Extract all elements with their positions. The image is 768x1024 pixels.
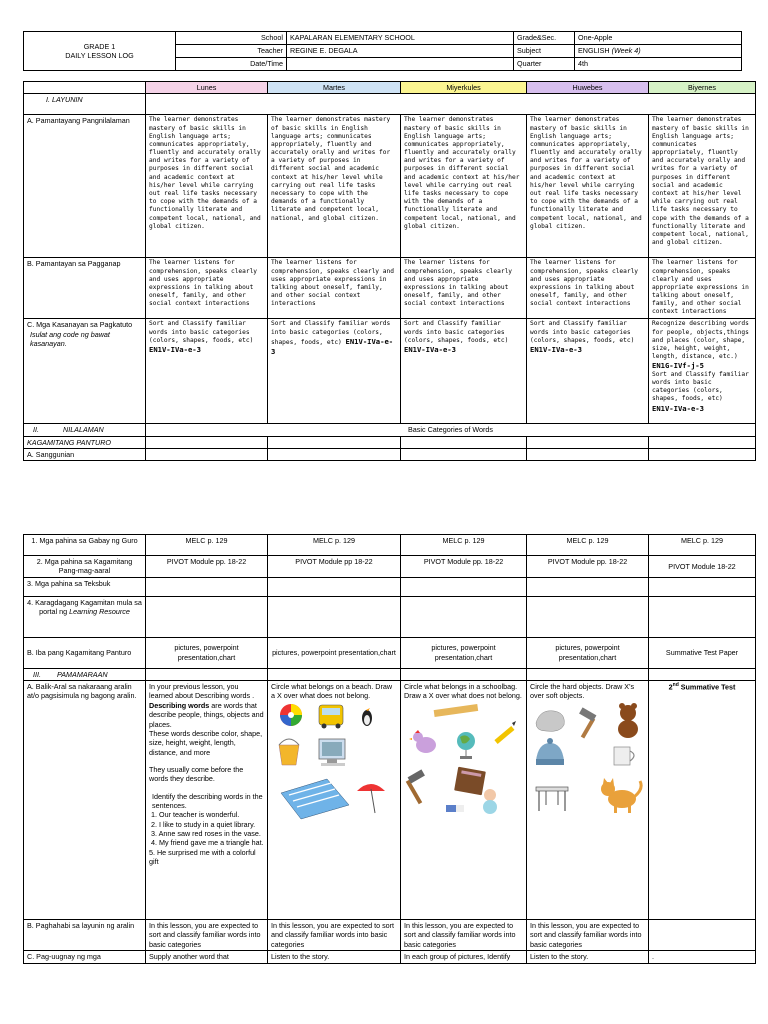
empty-cell [527, 449, 649, 461]
review-label: A. Balik-Aral sa nakaraang aralin at/o pagsisimula ng bagong aralin. [24, 681, 146, 920]
connection-lunes: Supply another word that [146, 951, 268, 963]
log-title: DAILY LESSON LOG [65, 51, 134, 60]
empty-cell [527, 668, 649, 680]
objective-huwebes: In this lesson, you are expected to sort and classify familiar words into basic categories [527, 920, 649, 951]
schoolbag-items-illustration [404, 701, 527, 817]
performance-standard-martes: The learner listens for comprehension, speaks clearly and uses appropriate expressions in talking about oneself, family, and other social context interactions [268, 258, 401, 319]
ruler-icon [434, 704, 479, 717]
empty-cell [649, 577, 756, 596]
competency-label-cell [24, 319, 146, 424]
color-wheel-icon [280, 704, 302, 726]
review-lunes [146, 681, 268, 920]
review-paragraph-4: Identify the describing words in the sentences. [152, 791, 263, 811]
day-header-martes: Martes [268, 82, 401, 94]
summative-number: 2 [668, 682, 673, 692]
beach-instruction: Circle what belongs on a beach. Draw a X over what does not belong. [271, 682, 393, 701]
corner-cell [24, 82, 146, 94]
empty-cell [268, 668, 401, 680]
beach-towel-icon [281, 779, 349, 819]
review-item: 4. My friend gave me a triangle hat. [151, 838, 264, 848]
empty-cell [146, 596, 268, 637]
hard-soft-instruction: Circle the hard objects. Draw X's over soft objects. [530, 682, 635, 701]
day-header-lunes: Lunes [146, 82, 268, 94]
review-intro: In your previous lesson, you learned about Describing words . [149, 682, 255, 701]
cat-icon [601, 778, 641, 813]
school-value: KAPALARAN ELEMENTARY SCHOOL [287, 32, 514, 45]
resource-3-label: 3. Mga pahina sa Teksbuk [24, 577, 146, 596]
day-header-huwebes: Huwebes [527, 82, 649, 94]
summative-label: Summative Test [678, 682, 736, 692]
subject-value [575, 45, 742, 58]
review-paragraph-3: They usually come before the words they describe. [149, 764, 244, 784]
empty-cell [401, 596, 527, 637]
objective-biyernes [649, 920, 756, 951]
nilalaman-cell [24, 424, 146, 436]
competency-code: EN1V-IVa-e-3 [149, 344, 201, 354]
empty-cell [527, 596, 649, 637]
grade-sec-label: Grade&Sec. [514, 32, 575, 45]
competency-text: Sort and Classify familiar words into basic categories (colors, shapes, foods, etc) [652, 370, 749, 403]
globe-icon [457, 732, 475, 759]
empty-cell [401, 577, 527, 596]
other-materials-martes: pictures, powerpoint presentation,chart [268, 637, 401, 668]
content-standard-martes: The learner demonstrates mastery of basic skills in English language arts; communicates appropriately, fluently and accurately orally and writes for a variety of purposes in different social and academic context at his/her level while carrying out real life tasks necessary to cope with the demands of a functionally literate and competent local, national, and global citizen. [268, 115, 401, 258]
resource-1-lunes: MELC p. 129 [146, 535, 268, 556]
sand-bucket-icon [279, 739, 299, 765]
knit-hat-icon [536, 738, 564, 765]
nilalaman-value: Basic Categories of Words [146, 424, 756, 436]
review-item: 2. I like to study in a quiet library. [151, 819, 256, 829]
competency-code: EN1V-IVa-e-3 [652, 403, 704, 413]
empty-cell [146, 668, 268, 680]
performance-standard-biyernes: The learner listens for comprehension, speaks clearly and uses appropriate expressions in talking about oneself, family, and other social context interactions [649, 258, 756, 319]
content-standard-huwebes: The learner demonstrates mastery of basic skills in English language arts; communicates appropriately, fluently and accurately orally and writes for a variety of purposes in different social and academic context at his/her level while carrying out real life tasks necessary to cope with the demands of a functionally literate and competent local, national, and global citizen. [527, 115, 649, 258]
computer-icon [319, 739, 345, 766]
competency-text: Recognize describing words for people, objects,things and places (color, shape, size, height, weight, length, distance, etc.) [652, 320, 749, 361]
datetime-label: Date/Time [176, 58, 287, 71]
layunin-heading: I. LAYUNIN [24, 94, 146, 115]
empty-cell [146, 436, 268, 448]
content-standard-label: A. Pamantayang Pangnilalaman [24, 115, 146, 258]
beach-items-illustration [271, 701, 395, 821]
empty-cell [268, 449, 401, 461]
review-paragraph-2: These words describe color, shape, size, height, weight, length, distance, and more [149, 728, 263, 757]
resource-1-miyerkules: MELC p. 129 [401, 535, 527, 556]
empty-cell [649, 596, 756, 637]
resource-2-miyerkules: PIVOT Module pp. 18-22 [401, 556, 527, 578]
empty-cell [649, 449, 756, 461]
hen-icon [409, 730, 436, 753]
quarter-label: Quarter [514, 58, 575, 71]
pamamaraan-label: PAMAMARAAN [57, 669, 108, 679]
penguin-icon [362, 708, 372, 726]
competency-code: EN1V-IVa-e-3 [271, 336, 394, 356]
objective-martes: In this lesson, you are expected to sort and classify familiar words into basic categories [268, 920, 401, 951]
pencil-icon [494, 721, 516, 744]
resource-2-huwebes: PIVOT Module pp. 18-22 [527, 556, 649, 578]
connection-biyernes: . [649, 951, 756, 963]
resource-1-label: 1. Mga pahina sa Gabay ng Guro [24, 535, 146, 556]
competency-text: Sort and Classify familiar words into basic categories (colors, shapes, foods, etc) [530, 320, 635, 344]
competency-huwebes [527, 319, 649, 424]
grade-sec-value: One-Apple [575, 32, 742, 45]
competency-sublabel: Isulat ang code ng bawat kasanayan. [30, 329, 110, 349]
resource-1-biyernes: MELC p. 129 [649, 535, 756, 556]
resource-2-martes: PIVOT Module pp 18-22 [268, 556, 401, 578]
quarter-value: 4th [575, 58, 742, 71]
teacher-label: Teacher [176, 45, 287, 58]
competency-code: EN1G-IVf-j-5 [652, 361, 704, 371]
connection-miyerkules: In each group of pictures, Identify [401, 951, 527, 963]
pamamaraan-num: III. [33, 669, 41, 679]
competency-text: Sort and Classify familiar words into basic categories (colors, shapes, foods, etc) [404, 320, 509, 344]
empty-cell [401, 449, 527, 461]
resource-4-label [24, 596, 146, 637]
review-martes [268, 681, 401, 920]
competency-biyernes [649, 319, 756, 424]
other-materials-lunes: pictures, powerpoint presentation,chart [146, 637, 268, 668]
empty-cell [146, 449, 268, 461]
resource-4-text: 4. Karagdagang Kagamitan mula sa portal ng [27, 597, 142, 617]
competency-text: Sort and Classify familiar words into basic categories (colors, shapes, foods, etc) [149, 320, 254, 344]
competency-code: EN1V-IVa-e-3 [530, 344, 582, 354]
beach-umbrella-icon [357, 784, 385, 813]
mug-icon [614, 747, 634, 765]
other-materials-miyerkules: pictures, powerpoint presentation,chart [401, 637, 527, 668]
kagamitan-heading: KAGAMITANG PANTURO [24, 436, 146, 448]
grade-cell [24, 32, 176, 71]
review-biyernes [649, 681, 756, 920]
review-bold-term: Describing words [149, 700, 210, 710]
objective-link-label: B. Paghahabi sa layunin ng aralin [24, 920, 146, 951]
lesson-table-top [23, 81, 756, 461]
header-table [23, 31, 742, 71]
empty-cell [649, 436, 756, 448]
subject-label: Subject [514, 45, 575, 58]
teacher-value: REGINE E. DEGALA [287, 45, 514, 58]
rock-icon [536, 711, 564, 732]
performance-standard-miyerkules: The learner listens for comprehension, speaks clearly and uses appropriate expressions in talking about oneself, family, and other social context interactions [401, 258, 527, 319]
empty-cell [401, 436, 527, 448]
empty-cell [401, 668, 527, 680]
sanggunian-label: A. Sanggunian [24, 449, 146, 461]
review-item: 1. Our teacher is wonderful. [151, 810, 240, 820]
other-materials-biyernes: Summative Test Paper [649, 637, 756, 668]
competency-text: Sort and Classify familiar words into basic categories (colors, shapes, foods, etc) [271, 320, 391, 346]
day-header-biyernes: Biyernes [649, 82, 756, 94]
connection-label: C. Pag-uugnay ng mga [24, 951, 146, 963]
performance-standard-lunes: The learner listens for comprehension, speaks clearly and uses appropriate expressions in talking about oneself, family, and other social context interactions [146, 258, 268, 319]
book-icon [454, 767, 486, 795]
review-item: 5. He surprised me with a colorful gift [149, 847, 256, 867]
resource-2-label: 2. Mga pahina sa Kagamitang Pang-mag-aaral [24, 556, 146, 578]
nilalaman-num: II. [33, 425, 39, 435]
subject-week: (Week 4) [611, 46, 641, 55]
competency-lunes [146, 319, 268, 424]
other-materials-huwebes: pictures, powerpoint presentation,chart [527, 637, 649, 668]
hammer-icon [406, 769, 425, 804]
competency-label: C. Mga Kasanayan sa Pagkatuto [27, 320, 133, 330]
review-definition: are words that describe people, things, objects and places. [149, 700, 264, 729]
grade-text: GRADE 1 [83, 41, 116, 51]
empty-cell [146, 577, 268, 596]
teddy-bear-icon [618, 703, 638, 738]
performance-standard-huwebes: The learner listens for comprehension, speaks clearly and uses appropriate expressions in talking about oneself, family, and other social context interactions [527, 258, 649, 319]
review-item: 3. Anne saw red roses in the vase. [151, 829, 261, 839]
summative-suffix: nd [672, 682, 679, 689]
other-materials-label: B. Iba pang Kagamitang Panturo [24, 637, 146, 668]
empty-cell [268, 436, 401, 448]
connection-martes: Listen to the story. [268, 951, 401, 963]
school-bus-icon [319, 705, 343, 729]
resource-2-lunes: PIVOT Module pp. 18-22 [146, 556, 268, 578]
performance-standard-label: B. Pamantayan sa Pagganap [24, 258, 146, 319]
schoolbag-instruction: Circle what belongs in a schoolbag. Draw a X over what does not belong. [404, 682, 522, 701]
resource-2-biyernes: PIVOT Module 18-22 [649, 556, 756, 578]
review-miyerkules [401, 681, 527, 920]
resource-1-martes: MELC p. 129 [268, 535, 401, 556]
eraser-icon [446, 805, 464, 812]
nilalaman-label: NILALAMAN [63, 425, 104, 435]
hammer-icon [579, 707, 596, 738]
content-standard-miyerkules: The learner demonstrates mastery of basic skills in English language arts; communicates appropriately, fluently and accurately orally and writes for a variety of purposes in different social and academic context at his/her level while carrying out real life tasks necessary to cope with the demands of a functionally literate and competent local, national, and global citizen. [401, 115, 527, 258]
review-huwebes [527, 681, 649, 920]
lesson-table-bottom [23, 534, 756, 964]
pamamaraan-cell [24, 668, 146, 680]
objective-miyerkules: In this lesson, you are expected to sort and classify familiar words into basic categories [401, 920, 527, 951]
objective-lunes: In this lesson, you are expected to sort and classify familiar words into basic categories [146, 920, 268, 951]
day-header-miyerkules: Miyerkules [401, 82, 527, 94]
baby-doll-icon [483, 789, 497, 814]
layunin-blank [146, 94, 756, 115]
empty-cell [649, 668, 756, 680]
datetime-value [287, 58, 514, 71]
resource-1-huwebes: MELC p. 129 [527, 535, 649, 556]
empty-cell [527, 577, 649, 596]
content-standard-lunes: The learner demonstrates mastery of basic skills in English language arts; communicates appropriately, fluently and accurately orally and writes for a variety of purposes in different social and academic context at his/her level while carrying out real life tasks necessary to cope with the demands of a functionally literate and competent local, national, and global citizen. [146, 115, 268, 258]
empty-cell [268, 596, 401, 637]
hard-soft-items-illustration [530, 701, 648, 825]
school-label: School [176, 32, 287, 45]
competency-code: EN1V-IVa-e-3 [404, 344, 456, 354]
competency-miyerkules [401, 319, 527, 424]
content-standard-biyernes: The learner demonstrates mastery of basic skills in English language arts; communicates appropriately, fluently and accurately orally and writes for a variety of purposes in different social and academic context at his/her level while carrying out real life tasks necessary to cope with the demands of a functionally literate and competent local, national, and global citizen. [649, 115, 756, 258]
empty-cell [268, 577, 401, 596]
resource-4-italic: Learning Resource [69, 607, 130, 617]
competency-martes [268, 319, 401, 424]
subject-name: ENGLISH [578, 46, 610, 55]
table-icon [536, 787, 568, 811]
empty-cell [527, 436, 649, 448]
connection-huwebes: Listen to the story. [527, 951, 649, 963]
